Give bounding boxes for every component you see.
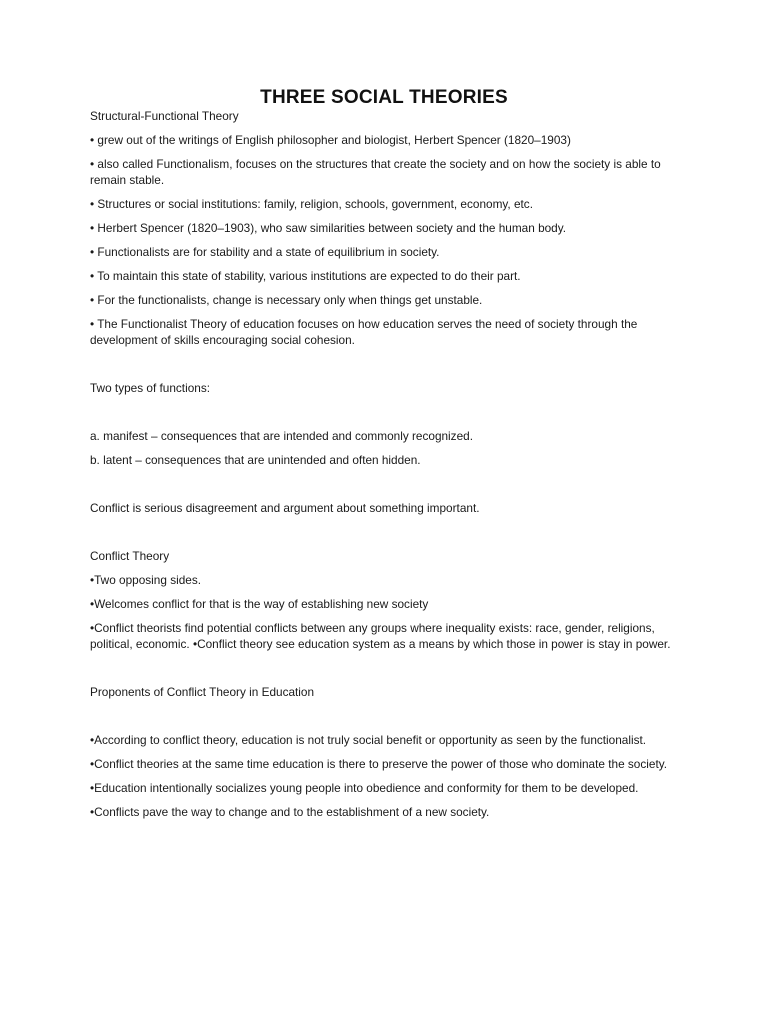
- proponents-point-2: •Conflict theories at the same time education is there to preserve the power of those who dominate the society.: [90, 757, 668, 771]
- structural-point-4: • Herbert Spencer (1820–1903), who saw similarities between society and the human body.: [90, 221, 567, 235]
- section-heading-proponents: Proponents of Conflict Theory in Education: [90, 685, 315, 699]
- conflict-point-1: •Two opposing sides.: [90, 573, 202, 587]
- structural-point-6: • To maintain this state of stability, various institutions are expected to do their part.: [90, 269, 521, 283]
- section-heading-structural-functional: Structural-Functional Theory: [90, 109, 239, 123]
- conflict-point-3: •Conflict theorists find potential conflicts between any groups where inequality exists: race, gender, religions, political, economic. •Conflict theory see education system as a means by which those in power is stay in power.: [90, 621, 671, 651]
- document-body: [90, 108, 690, 820]
- function-latent: b. latent – consequences that are unintended and often hidden.: [90, 453, 421, 467]
- structural-point-3: • Structures or social institutions: family, religion, schools, government, economy, etc.: [90, 197, 533, 211]
- structural-point-7: • For the functionalists, change is necessary only when things get unstable.: [90, 293, 483, 307]
- structural-point-1: • grew out of the writings of English philosopher and biologist, Herbert Spencer (1820–1903): [90, 133, 571, 147]
- document-title: THREE SOCIAL THEORIES: [260, 86, 508, 108]
- conflict-definition: Conflict is serious disagreement and argument about something important.: [90, 501, 480, 515]
- structural-point-2: • also called Functionalism, focuses on the structures that create the society and on how the society is able to remain stable.: [90, 157, 661, 187]
- function-manifest: a. manifest – consequences that are intended and commonly recognized.: [90, 429, 473, 443]
- conflict-point-2: •Welcomes conflict for that is the way of establishing new society: [90, 597, 429, 611]
- structural-point-5: • Functionalists are for stability and a state of equilibrium in society.: [90, 245, 440, 259]
- structural-point-8: • The Functionalist Theory of education focuses on how education serves the need of society through the development of skills encouraging social cohesion.: [90, 317, 638, 347]
- proponents-point-3: •Education intentionally socializes young people into obedience and conformity for them to be developed.: [90, 781, 639, 795]
- proponents-point-1: •According to conflict theory, education is not truly social benefit or opportunity as seen by the functionalist.: [90, 733, 647, 747]
- proponents-point-4: •Conflicts pave the way to change and to the establishment of a new society.: [90, 805, 490, 819]
- functions-heading: Two types of functions:: [90, 381, 210, 395]
- section-heading-conflict-theory: Conflict Theory: [90, 549, 170, 563]
